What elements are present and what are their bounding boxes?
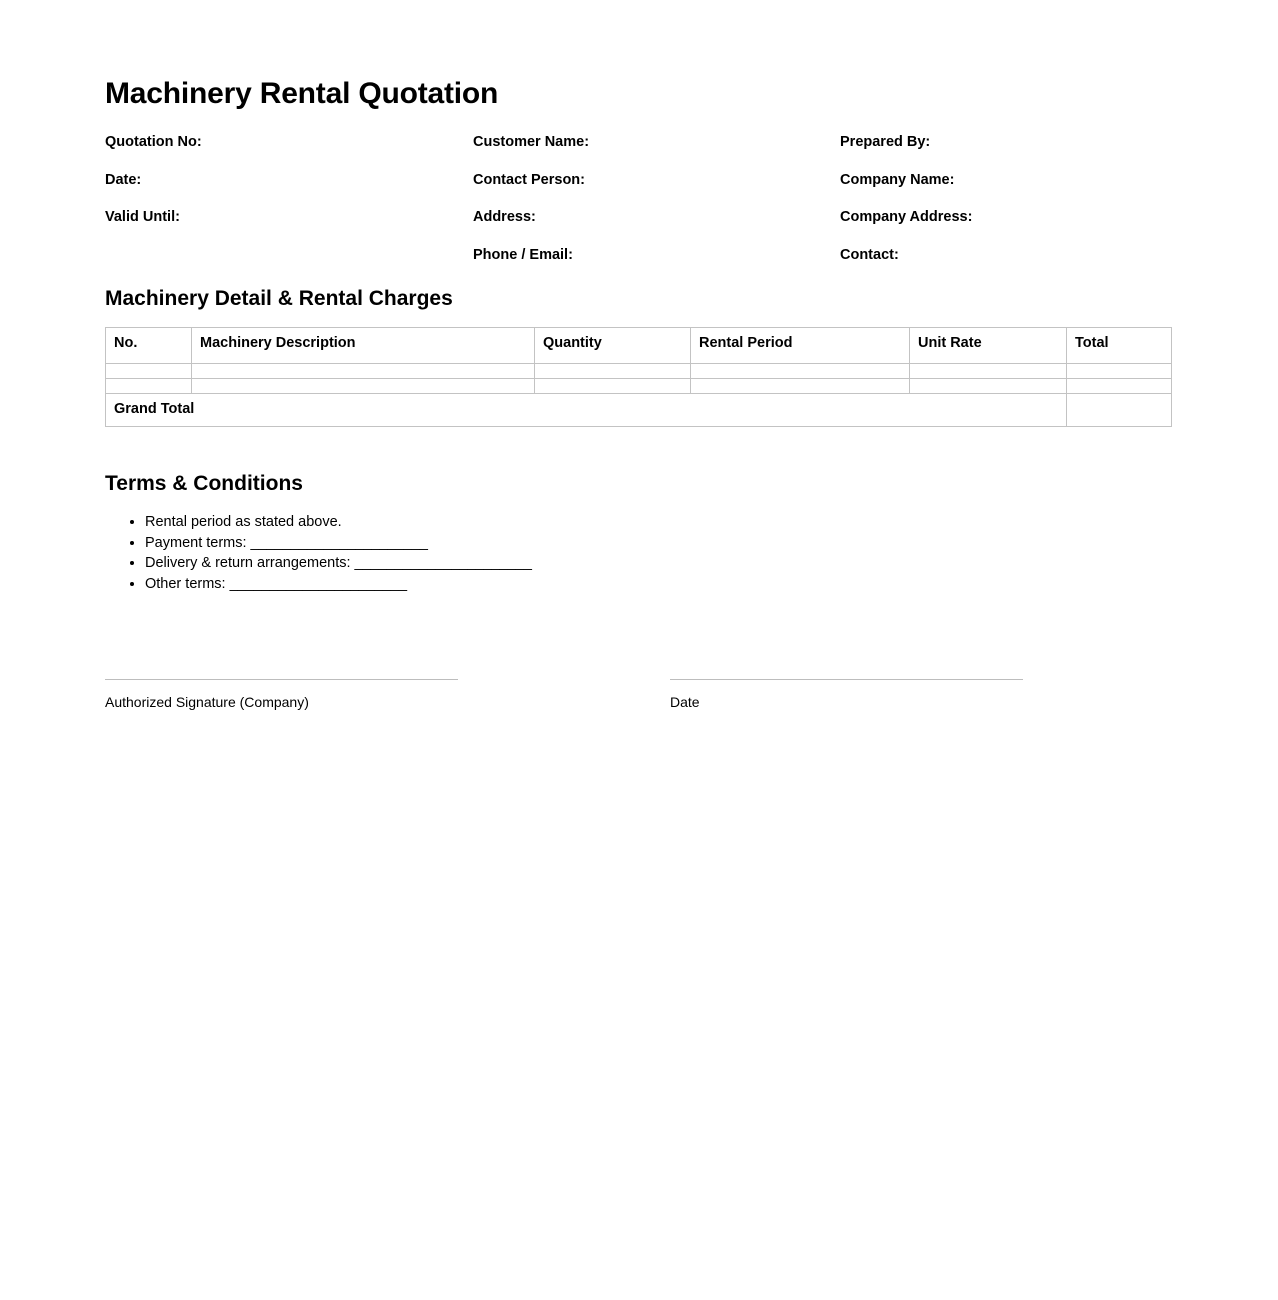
grand-total-row [106,393,1172,426]
label-phone-email: Phone / Email: [473,247,573,264]
label-prepared-by: Prepared By: [840,134,931,150]
meta-column-preparer-info [840,134,1175,264]
label-contact-person: Contact Person: [473,171,585,188]
cell-unit-rate[interactable] [910,363,1067,378]
terms-section-heading: Terms & Conditions [105,471,303,495]
list-item: • Payment terms: ______________________ [145,533,1175,554]
cell-rental-period[interactable] [691,378,910,393]
cell-total[interactable] [1067,363,1172,378]
meta-column-quotation-info [105,134,473,226]
table-row [106,363,1172,378]
cell-unit-rate[interactable] [910,378,1067,393]
column-header-quantity: Quantity [535,327,691,363]
cell-machinery-description[interactable] [192,363,535,378]
list-item: • Delivery & return arrangements: ______________________ [145,553,1175,574]
label-company-address: Company Address: [840,209,973,226]
signature-block-company [105,679,670,711]
cell-machinery-description[interactable] [192,378,535,393]
meta-column-customer-info [473,134,840,264]
signature-block-date [670,679,1070,711]
cell-quantity[interactable] [535,363,691,378]
terms-list [105,512,1175,594]
label-contact: Contact: [840,247,899,264]
cell-total[interactable] [1067,378,1172,393]
cell-quantity[interactable] [535,378,691,393]
table-row [106,378,1172,393]
signature-line-date[interactable] [670,679,1023,680]
quotation-meta-header [105,134,1175,264]
column-header-unit-rate: Unit Rate [910,327,1067,363]
cell-rental-period[interactable] [691,363,910,378]
column-header-total: Total [1067,327,1172,363]
signature-label-company: Authorized Signature (Company) [105,694,309,711]
column-header-machinery-description: Machinery Description [192,327,535,363]
list-item: • Other terms: ______________________ [145,574,1175,595]
label-customer-name: Customer Name: [473,134,590,150]
cell-no[interactable] [106,378,192,393]
signature-section [105,679,1175,711]
signature-label-date: Date [670,694,700,711]
label-valid-until: Valid Until: [105,209,180,226]
column-header-rental-period: Rental Period [691,327,910,363]
list-item: • Rental period as stated above. [145,512,1175,533]
terms-section [105,471,1175,595]
label-date: Date: [105,171,142,188]
page-title: Machinery Rental Quotation [105,77,499,110]
machinery-charges-table [105,327,1172,427]
label-company-name: Company Name: [840,171,955,188]
column-header-no: No. [106,327,192,363]
grand-total-value[interactable] [1067,393,1172,426]
cell-no[interactable] [106,363,192,378]
table-header-row [106,327,1172,363]
charges-section-heading: Machinery Detail & Rental Charges [105,286,453,310]
grand-total-label: Grand Total [106,393,1067,426]
label-quotation-no: Quotation No: [105,134,202,150]
signature-line-company[interactable] [105,679,458,680]
label-address: Address: [473,209,536,226]
